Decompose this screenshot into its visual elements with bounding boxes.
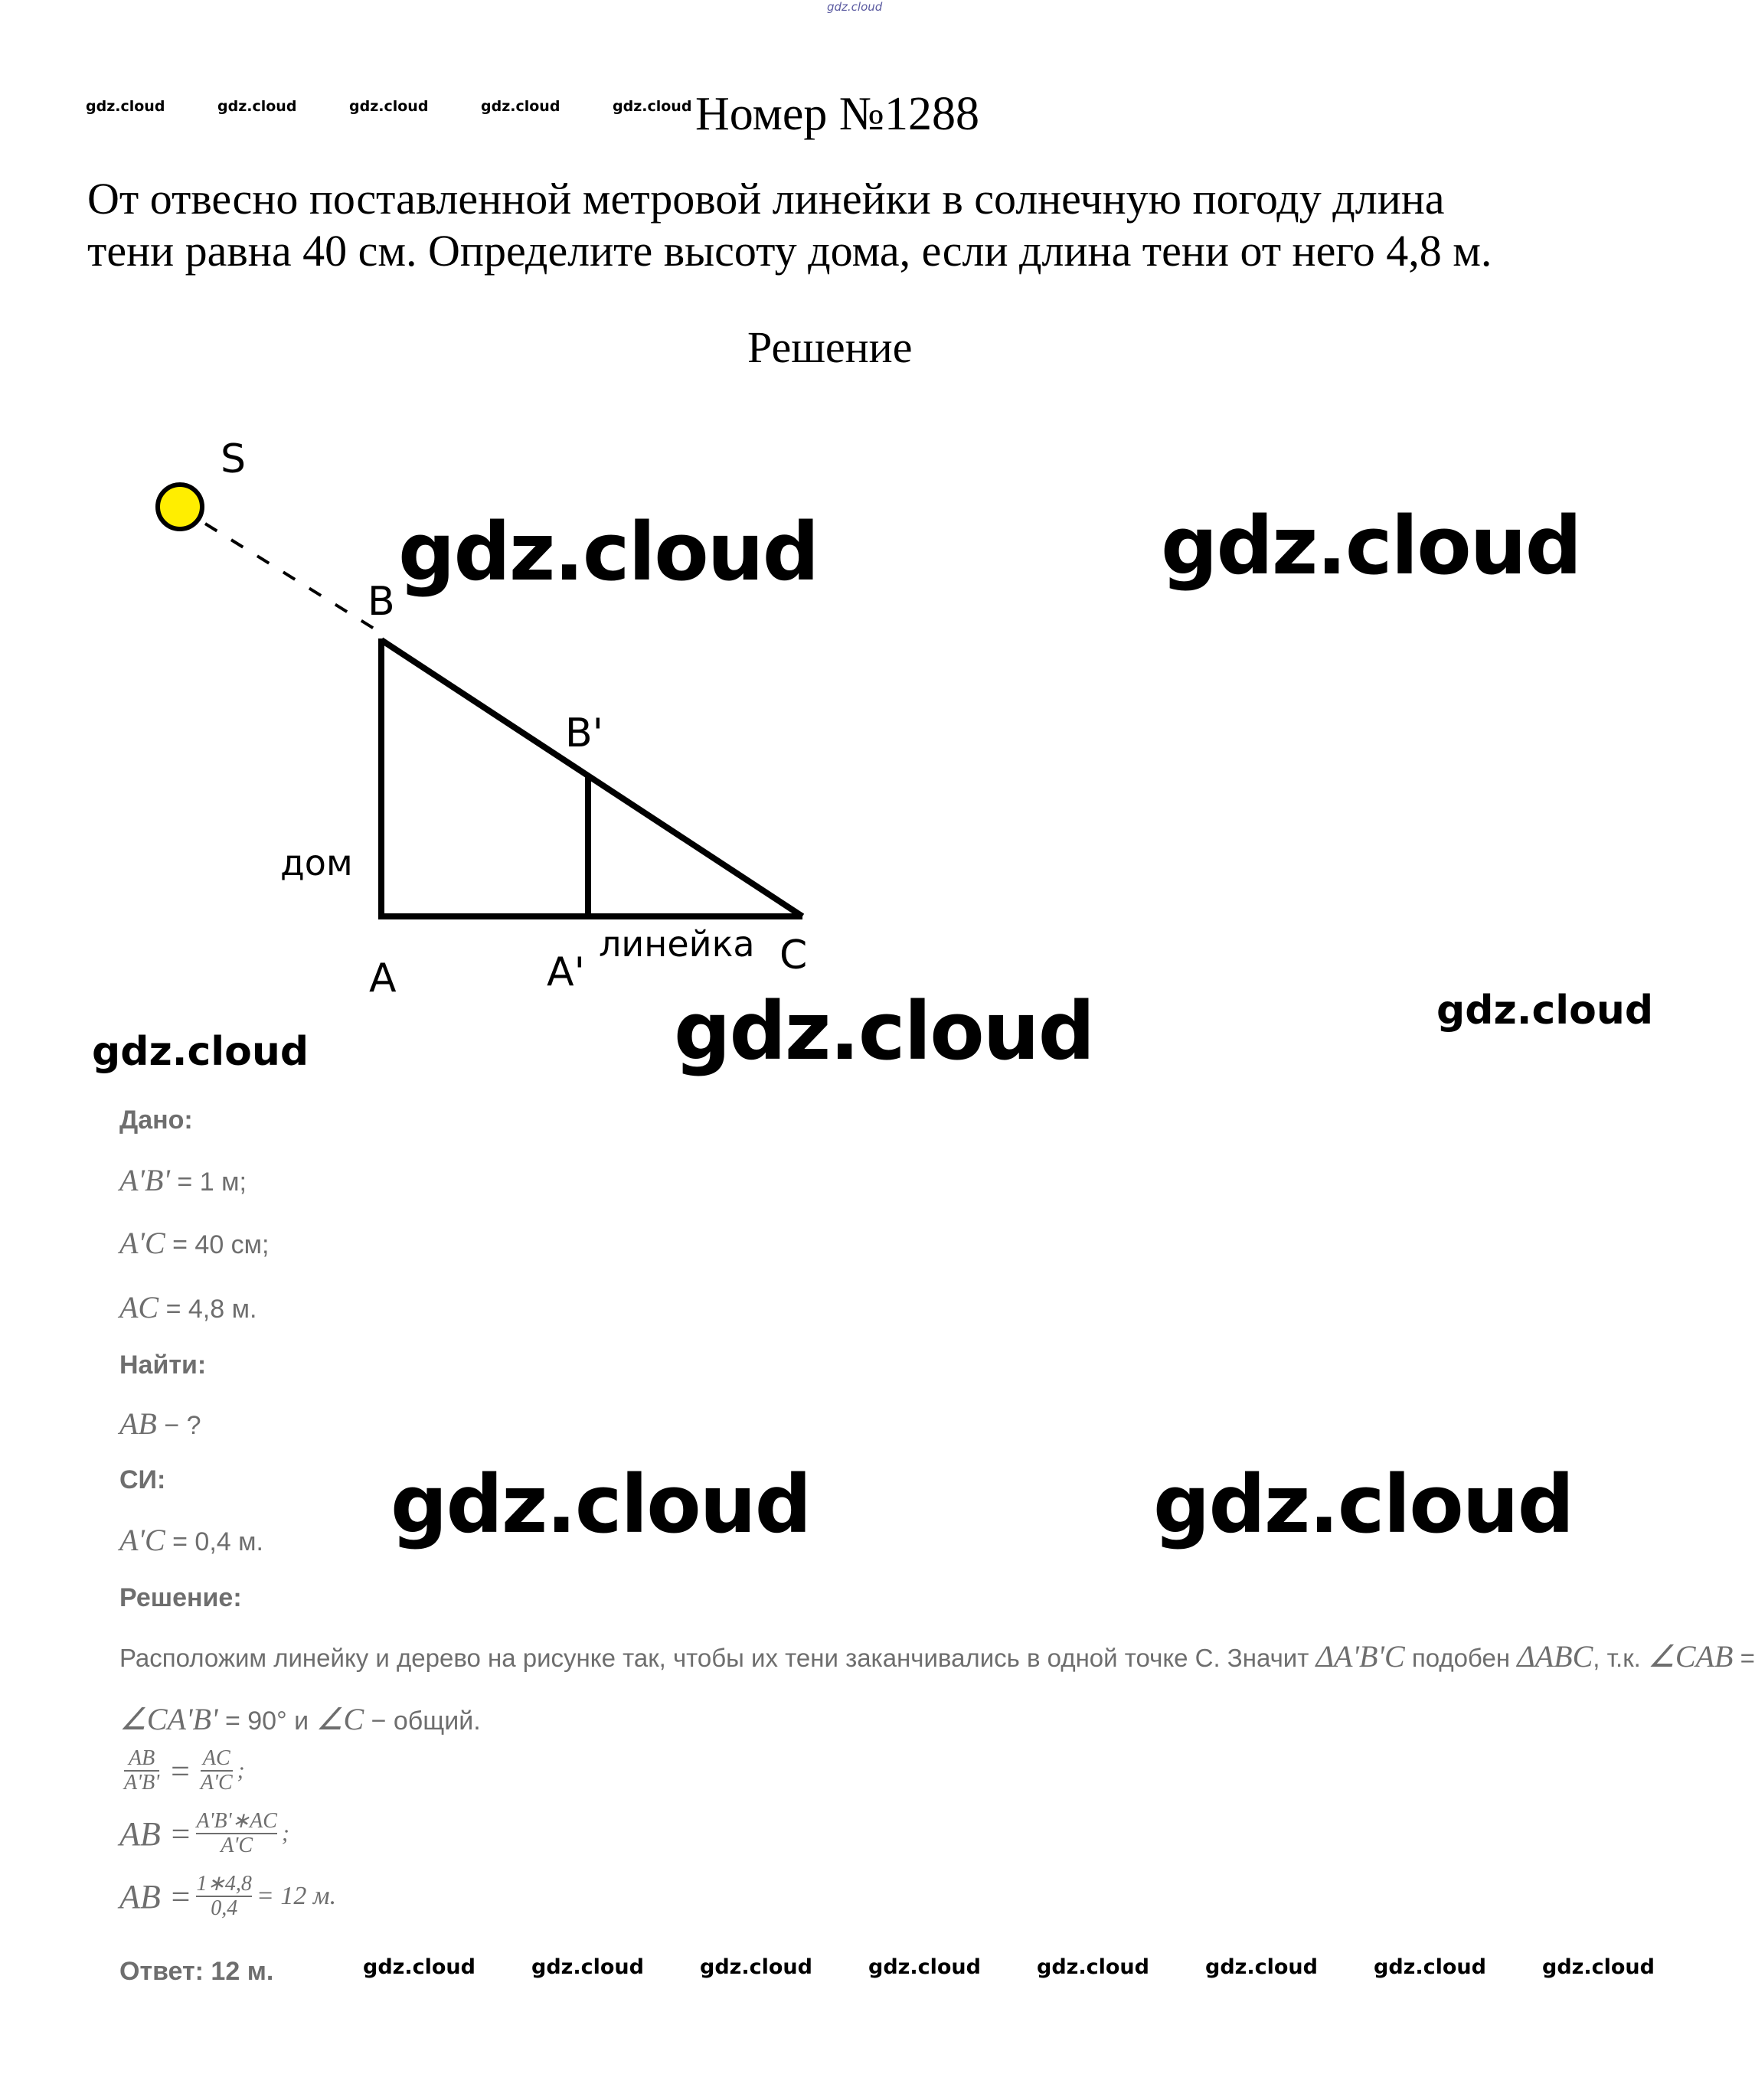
label-A-prime: A' <box>547 949 585 995</box>
given-line-2: A'C = 40 см; <box>119 1226 270 1260</box>
equation-ab-formula: AB = $\frac{A'B'∗AC}{A'C}$ ; <box>119 1809 289 1857</box>
watermark: gdz.cloud <box>391 1458 811 1551</box>
watermark: gdz.cloud <box>217 98 297 115</box>
watermark: gdz.cloud <box>1153 1458 1574 1551</box>
watermark: gdz.cloud <box>1542 1955 1655 1979</box>
watermark: gdz.cloud <box>349 98 429 115</box>
solution-subheading: Решение: <box>119 1583 242 1612</box>
sun-ray-dashed <box>205 524 375 629</box>
watermark: gdz.cloud <box>86 98 165 115</box>
equation-ratio: $\frac{AB}{A'B'}$ = $\frac{AC}{A'C}$ ; <box>124 1746 245 1795</box>
label-B: B <box>368 579 395 625</box>
problem-text-line-1: От отвесно поставленной метровой линейки в солнечную погоду длина <box>87 174 1445 224</box>
label-B-prime: B' <box>565 710 603 756</box>
given-line-1: A'B' = 1 м; <box>119 1163 247 1197</box>
equation-ab-value: AB = $\frac{1∗4,8}{0,4}$ = 12 м. <box>119 1872 337 1920</box>
solution-text-line-1: Расположим линейку и дерево на рисунке так, чтобы их тени заканчивались в одной точке С. Значит ΔA'B'C подобен ΔABC, т.к. ∠CAB = <box>119 1639 1755 1674</box>
find-heading: Найти: <box>119 1350 207 1380</box>
watermark: gdz.cloud <box>674 985 1094 1078</box>
si-heading: СИ: <box>119 1465 166 1494</box>
label-ruler: линейка <box>599 923 755 965</box>
shadow-ray-BC <box>381 640 802 916</box>
given-line-3: AC = 4,8 м. <box>119 1290 257 1324</box>
watermark-top: gdz.cloud <box>827 0 883 14</box>
watermark: gdz.cloud <box>92 1029 309 1075</box>
watermark: gdz.cloud <box>1037 1955 1149 1979</box>
watermark: gdz.cloud <box>398 505 819 599</box>
watermark: gdz.cloud <box>700 1955 812 1979</box>
given-heading: Дано: <box>119 1106 193 1135</box>
answer: Ответ: 12 м. <box>119 1957 274 1986</box>
watermark: gdz.cloud <box>1205 1955 1318 1979</box>
label-A: A <box>369 955 397 1001</box>
watermark: gdz.cloud <box>1374 1955 1486 1979</box>
watermark: gdz.cloud <box>868 1955 981 1979</box>
solution-heading: Решение <box>747 322 913 372</box>
watermark: gdz.cloud <box>1161 499 1581 593</box>
page-title: Номер №1288 <box>695 88 980 140</box>
problem-text-line-2: тени равна 40 см. Определите высоту дома, если длина тени от него 4,8 м. <box>87 226 1492 276</box>
si-line: A'C = 0,4 м. <box>119 1523 263 1557</box>
label-house: дом <box>280 842 353 883</box>
watermark: gdz.cloud <box>363 1955 476 1979</box>
label-S: S <box>221 436 247 482</box>
watermark: gdz.cloud <box>481 98 560 115</box>
watermark: gdz.cloud <box>613 98 692 115</box>
watermark: gdz.cloud <box>1436 988 1654 1034</box>
sun-icon <box>158 485 202 529</box>
solution-text-line-2: ∠CA'B' = 90° и ∠C − общий. <box>119 1702 481 1736</box>
find-expr: AB − ? <box>119 1406 201 1441</box>
watermark: gdz.cloud <box>531 1955 644 1979</box>
label-C: C <box>779 932 808 978</box>
